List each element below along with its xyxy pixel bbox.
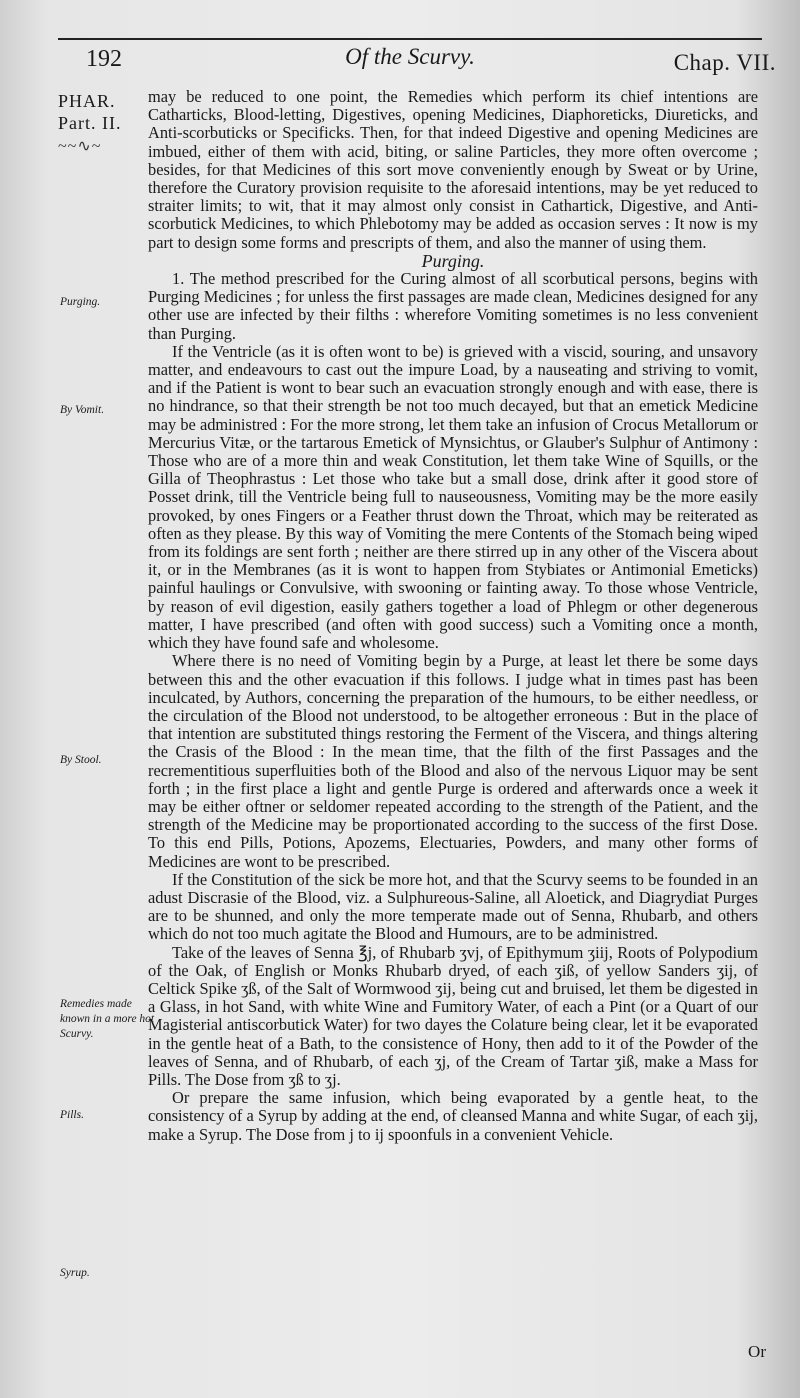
margin-note-vomit: By Vomit. xyxy=(60,404,105,416)
running-header xyxy=(58,40,776,80)
side-label xyxy=(58,90,150,158)
margin-note-stool: By Stool. xyxy=(60,754,102,766)
side-label-line1: PHAR. xyxy=(58,91,116,111)
paragraph-intro: may be reduced to one point, the Remedies which perform its chief intentions are Catharticks, Blood-letting, Digestives, opening Medicines, Diaphoreticks, Diureticks, and Anti-scorbuticks or Specificks. Then, for that indeed Digestive and opening Medicines are imbued, either of them with acid, biting, or saline Particles, they more often overcome ; besides, for that Medicines of this sort move conveniently enough by Sweat or by Urine, therefore the Curatory provision requisite to the aforesaid intentions, may be yet reduced to straiter limits; to wit, that it may almost only consist in Cathartick, Digestive, and Anti-scorbutick Medicines, to which Phlebotomy may be added as occasion serves : It now is my part to design some forms and prescripts of them, and also the manner of using them. xyxy=(148,87,758,252)
paragraph-3: Where there is no need of Vomiting begin by a Purge, at least let there be some days between this and the other evacuation if this follows. I judge what in times past has been inculcated, by Authors, concerning the preparation of the humours, to be either needless, or the circulation of the Blood not understood, to be altogether erroneous : But in the place of that intention are substituted things restoring the Ferment of the Viscera, and things altering the Crasis of the Blood : In the mean time, that the filth of the first Passages and the recrementitious superfluities both of the Blood and also of the nervous Liquor may be sent forth ; in the first place a light and gentle Purge is ordered and afterwards once a week it may be either oftner or seldomer repeated according to the strength of the Patient, and the strength of the Medicine may be proportionated according to the success of the first Dose. To this end Pills, Potions, Apozems, Electuaries, Powders, and many other forms of Medicines are wont to be prescribed. xyxy=(148,651,758,871)
paragraph-4: If the Constitution of the sick be more hot, and that the Scurvy seems to be founded in an adust Discrasie of the Blood, viz. a Sulphureous-Saline, all Aloetick, and Diagrydiat Purges are to be shunned, and only the more temperate made out of Senna, Rhubarb, and others which do not too much agitate the Blood and Humours, are to be administred. xyxy=(148,869,758,944)
section-heading: Purging. xyxy=(421,250,485,271)
side-label-line2: Part. II. xyxy=(58,113,122,133)
margin-note-syrup: Syrup. xyxy=(60,1267,90,1279)
main-text xyxy=(148,88,758,1144)
paragraph-5: Take of the leaves of Senna ℥j, of Rhubarb ʒvj, of Epithymum ʒiij, Roots of Polypodium of the Oak, of English or Monks Rhubarb dryed, of each ʒiß, of yellow Sanders ʒij, of Celtick Spike ʒß, of the Salt of Wormwood ʒij, being cut and bruised, let them be digested in a Glass, in hot Sand, with white Wine and Fumitory Water, of each a Pint (or a Quart of our Magisterial antiscorbutick Water) for two dayes the Colature being clear, let it be evaporated in the gentle heat of a Bath, to the consistence of Hony, then add to it of the Powder of the leaves of Senna, and of Rhubarb, of each ʒj, of the Cream of Tartar ʒiß, make a Mass for Pills. The Dose from ʒß to ʒj. xyxy=(148,942,758,1089)
margin-note-purging: Purging. xyxy=(60,296,101,308)
paragraph-6: Or prepare the same infusion, which being evaporated by a gentle heat, to the consistency of a Syrup by adding at the end, of cleansed Manna and white Sugar, of each ʒij, make a Syrup. The Dose from j to ij spoonfuls in a convenient Vehicle. xyxy=(148,1088,758,1144)
paragraph-1: 1. The method prescribed for the Curing almost of all scorbutical persons, begins with Purging Medicines ; for unless the first passages are made clean, Medicines designed for any other use are infected by their filths : wherefore Vomiting sometimes is no less convenient than Purging. xyxy=(148,269,758,343)
chapter-label: Chap. VII. xyxy=(673,50,776,75)
catchword: Or xyxy=(748,1342,766,1361)
margin-note-remedies: Remedies made known in a more hot Scurvy. xyxy=(60,998,155,1040)
running-title: Of the Scurvy. xyxy=(345,44,475,69)
paragraph-2: If the Ventricle (as it is often wont to be) is grieved with a viscid, souring, and unsavory matter, and endeavours to cast out the impure Load, by a nauseating and striving to vomit, and if the Patient is wont to bear such an evacuation strongly enough and with ease, there is no hindrance, so that their strength be not too much decayed, but that an emetick Medicine may be administred : For the more strong, let them take an infusion of Crocus Metallorum or Mercurius Vitæ, or the tartarous Emetick of Mynsichtus, or Glauber's Sulphur of Antimony : Those who are of a more thin and weak Constitution, let them take Wine of Squills, or the Gilla of Theophrastus : Let those who take but a small dose, drink after it good store of Posset drink, till the Ventricle being full to nauseousness, Vomiting may be the more easily provoked, by ones Fingers or a Feather thrust down the Throat, which may be reiterated as often as they please. By this way of Vomiting the mere Contents of the Stomach being wiped from its foldings are sent forth ; neither are there stirred up in any other of the Viscera about it, or in the Membranes (as it is wont to happen from Stybiates or Antimonial Emeticks) painful haulings or Convulsive, with swooning or fainting away. To those whose Ventricle, by reason of evil digestion, easily gathers together a load of Phlegm or other degenerous matter, I have prescribed (and often with good success) such a Vomiting once a month, which they have found safe and wholesome. xyxy=(148,341,758,653)
margin-note-pills: Pills. xyxy=(60,1109,84,1121)
flourish-ornament-icon: ~~∿~ xyxy=(58,138,102,155)
page-number: 192 xyxy=(86,46,122,72)
